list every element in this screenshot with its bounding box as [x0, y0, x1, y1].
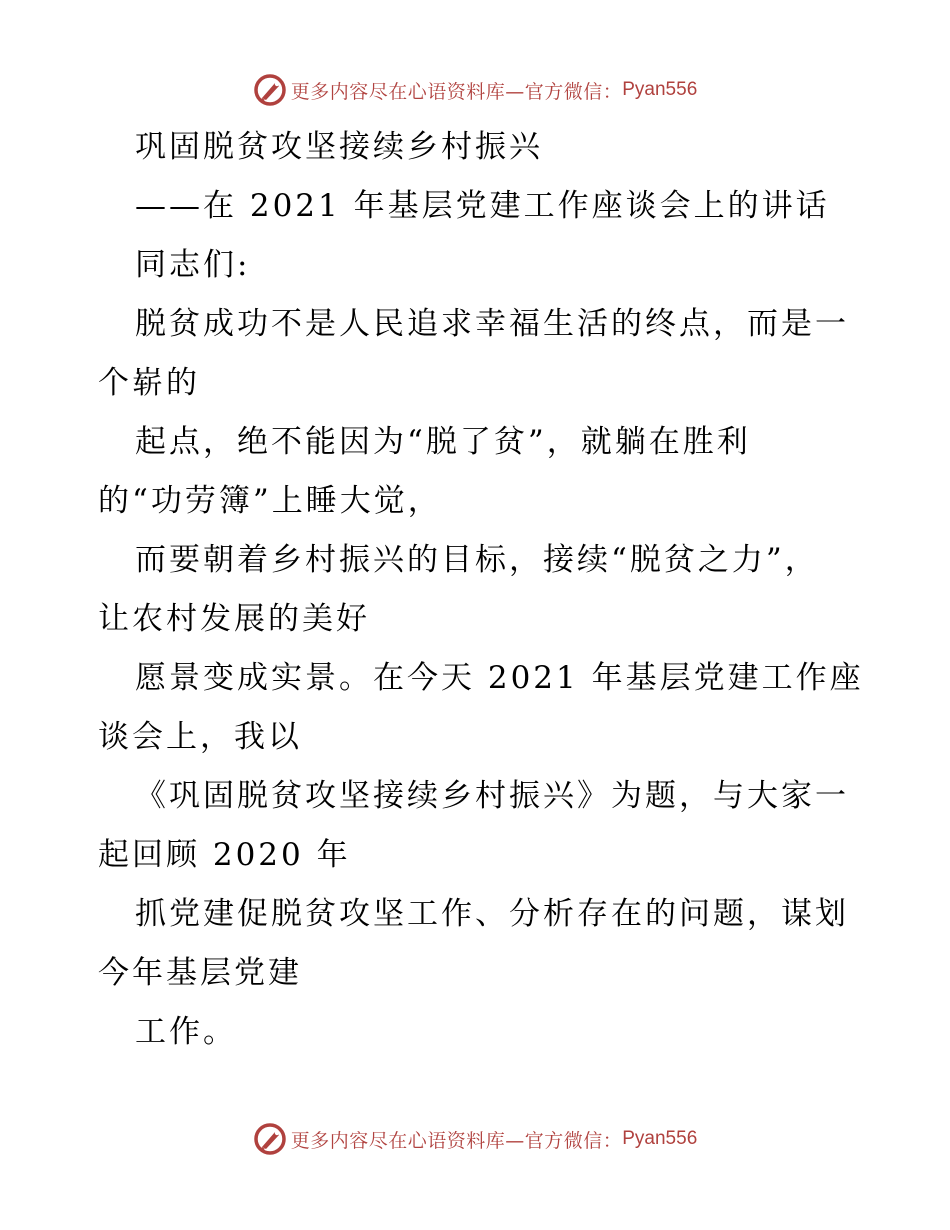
watermark-handle: Pyan556	[622, 79, 698, 100]
body-line-6: 让农村发展的美好	[98, 601, 370, 637]
body-line-13: 工作。	[135, 1014, 237, 1050]
document-subtitle: ——在 2021 年基层党建工作座谈会上的讲话	[135, 188, 830, 224]
footer-watermark	[0, 1119, 950, 1159]
body-line-5: 而要朝着乡村振兴的目标，接续“脱贫之力”，	[135, 542, 819, 578]
body-line-1: 脱贫成功不是人民追求幸福生活的终点，而是一	[135, 306, 849, 342]
body-line-7: 愿景变成实景。在今天 2021 年基层党建工作座	[135, 660, 864, 696]
body-line-10: 起回顾 2020 年	[98, 837, 351, 873]
red-circular-pen-logo-icon	[253, 73, 287, 107]
body-line-3: 起点，绝不能因为“脱了贫”，就躺在胜利	[135, 424, 751, 460]
body-line-9: 《巩固脱贫攻坚接续乡村振兴》为题，与大家一	[135, 778, 849, 814]
red-circular-pen-logo-icon	[253, 1122, 287, 1156]
body-line-2: 个崭的	[98, 365, 200, 401]
body-line-4: 的“功劳簿”上睡大觉，	[98, 483, 442, 519]
header-watermark	[0, 70, 950, 110]
watermark-handle: Pyan556	[622, 1128, 698, 1149]
watermark-text: 更多内容尽在心语资料库—官方微信：	[290, 1129, 623, 1152]
body-line-11: 抓党建促脱贫攻坚工作、分析存在的问题，谋划	[135, 896, 849, 932]
body-line-8: 谈会上，我以	[98, 719, 302, 755]
salutation: 同志们:	[135, 247, 251, 283]
document-title: 巩固脱贫攻坚接续乡村振兴	[135, 129, 543, 165]
body-line-12: 今年基层党建	[98, 955, 302, 991]
watermark-text: 更多内容尽在心语资料库—官方微信：	[290, 80, 623, 103]
